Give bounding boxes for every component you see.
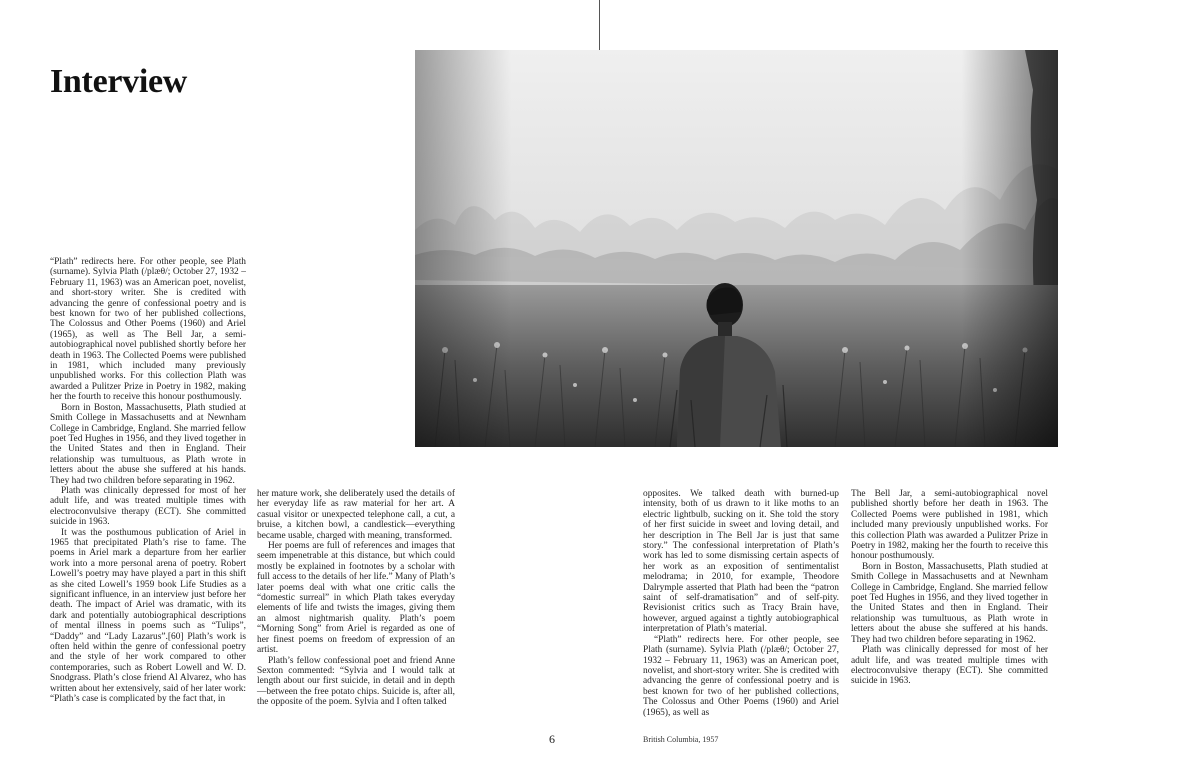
paragraph: It was the posthumous publication of Ariel in 1965 that precipitated Plath’s rise to fame. The poems in Ariel mark a departure from her earlier work into a more personal arena of poetry. Robert Lowell’s poetry may have played a part in this shift as she cited Lowell’s 1959 book Life Studies as a significant influence, in an interview just before her death. The impact of Ariel was dramatic, with its dark and potentially autobiographical descriptions of mental illness in poems such as “Tulips”, “Daddy” and “Lady Lazarus”.[60] Plath’s work is often held within the genre of confessional poetry and the style of her work compared to other contemporaries, such as Robert Lowell and W. D. Snodgrass. Plath’s close friend Al Alvarez, who has written about her extensively, said of her later work: “Plath’s case is complicated by the fact that, in (50, 527, 246, 705)
paragraph: Plath was clinically depressed for most of her adult life, and was treated multiple times with electroconvulsive therapy (ECT). She committed suicide in 1963. (50, 485, 246, 528)
text-column-3 (643, 489, 839, 718)
paragraph: her mature work, she deliberately used the details of her everyday life as raw material for her art. A casual visitor or unexpected telephone call, a cut, a bruise, a kitchen bowl, a candlestick—everything became usable, charged with meaning, transformed. (257, 489, 455, 541)
page-number: 6 (549, 732, 555, 746)
page-gutter-line (599, 0, 600, 50)
page-title: Interview (50, 63, 188, 100)
text-column-2 (257, 489, 455, 711)
paragraph: Her poems are full of references and images that seem impenetrable at this distance, but which could mostly be explained in footnotes by a scholar with full access to the details of her life.” Many of Plath’s later poems deal with what one critic calls the “domestic surreal” in which Plath takes everyday elements of life and twists the images, giving them an almost nightmarish quality. Plath’s poem “Morning Song” from Ariel is regarded as one of her finest poems on freedom of expression of an artist. (257, 541, 455, 656)
photo-icon (415, 50, 1058, 447)
paragraph: The Bell Jar, a semi-autobiographical novel published shortly before her death in 1963. The Collected Poems were published in 1981, which included many previously unpublished works. For this collection Plath was awarded a Pulitzer Prize in Poetry in 1982, making her the fourth to receive this honour posthumously. (851, 489, 1048, 562)
paragraph: Plath’s fellow confessional poet and friend Anne Sexton commented: “Sylvia and I would talk at length about our first suicide, in detail and in depth—between the free potato chips. Suicide is, after all, the opposite of the poem. Sylvia and I often talked (257, 655, 455, 708)
text-column-4 (851, 489, 1048, 711)
paragraph: “Plath” redirects here. For other people, see Plath (surname). Sylvia Plath (/plæθ/; October 27, 1932 – February 11, 1963) was an American poet, novelist, and short-story writer. She is credited with advancing the genre of confessional poetry and is best known for two of her published collections, The Colossus and Other Poems (1960) and Ariel (1965), as well as The Bell Jar, a semi-autobiographical novel published shortly before her death in 1963. The Collected Poems were published in 1981, which included many previously unpublished works. For this collection Plath was awarded a Pulitzer Prize in Poetry in 1982, making her the fourth to receive this honour posthumously. (50, 257, 246, 403)
paragraph: Born in Boston, Massachusetts, Plath studied at Smith College in Massachusetts and at Newnham College in Cambridge, England. She married fellow poet Ted Hughes in 1956, and they lived together in the United States and then in England. Their relationship was tumultuous, as Plath wrote in letters about the abuse she suffered at his hands. They had two children before separating in 1962. (851, 561, 1048, 645)
photo-caption: British Columbia, 1957 (643, 735, 719, 744)
paragraph: Plath was clinically depressed for most of her adult life, and was treated multiple times with electroconvulsive therapy (ECT). She committed suicide in 1963. (851, 645, 1048, 687)
paragraph: “Plath” redirects here. For other people, see Plath (surname). Sylvia Plath (/plæθ/; October 27, 1932 – February 11, 1963) was an American poet, novelist, and short-story writer. She is credited with advancing the genre of confessional poetry and is best known for two of her published collections, The Colossus and Other Poems (1960) and Ariel (1965), as well as (643, 634, 839, 718)
paragraph: Born in Boston, Massachusetts, Plath studied at Smith College in Massachusetts and at Newnham College in Cambridge, England. She married fellow poet Ted Hughes in 1956, and they lived together in the United States and then in England. Their relationship was tumultuous, as Plath wrote in letters about the abuse she suffered at his hands. They had two children before separating in 1962. (50, 402, 246, 486)
text-column-1 (50, 257, 246, 712)
paragraph: opposites. We talked death with burned-up intensity, both of us drawn to it like moths to an electric lightbulb, sucking on it. She told the story of her first suicide in sweet and loving detail, and her description in The Bell Jar is just that same story.” The confessional interpretation of Plath’s work has led to some dismissing certain aspects of her work as an exposition of sentimentalist melodrama; in 2010, for example, Theodore Dalrymple asserted that Plath had been the “patron saint of self-dramatisation” and of self-pity. Revisionist critics such as Tracy Brain have, however, argued against a tightly autobiographical interpretation of Plath’s material. (643, 489, 839, 635)
